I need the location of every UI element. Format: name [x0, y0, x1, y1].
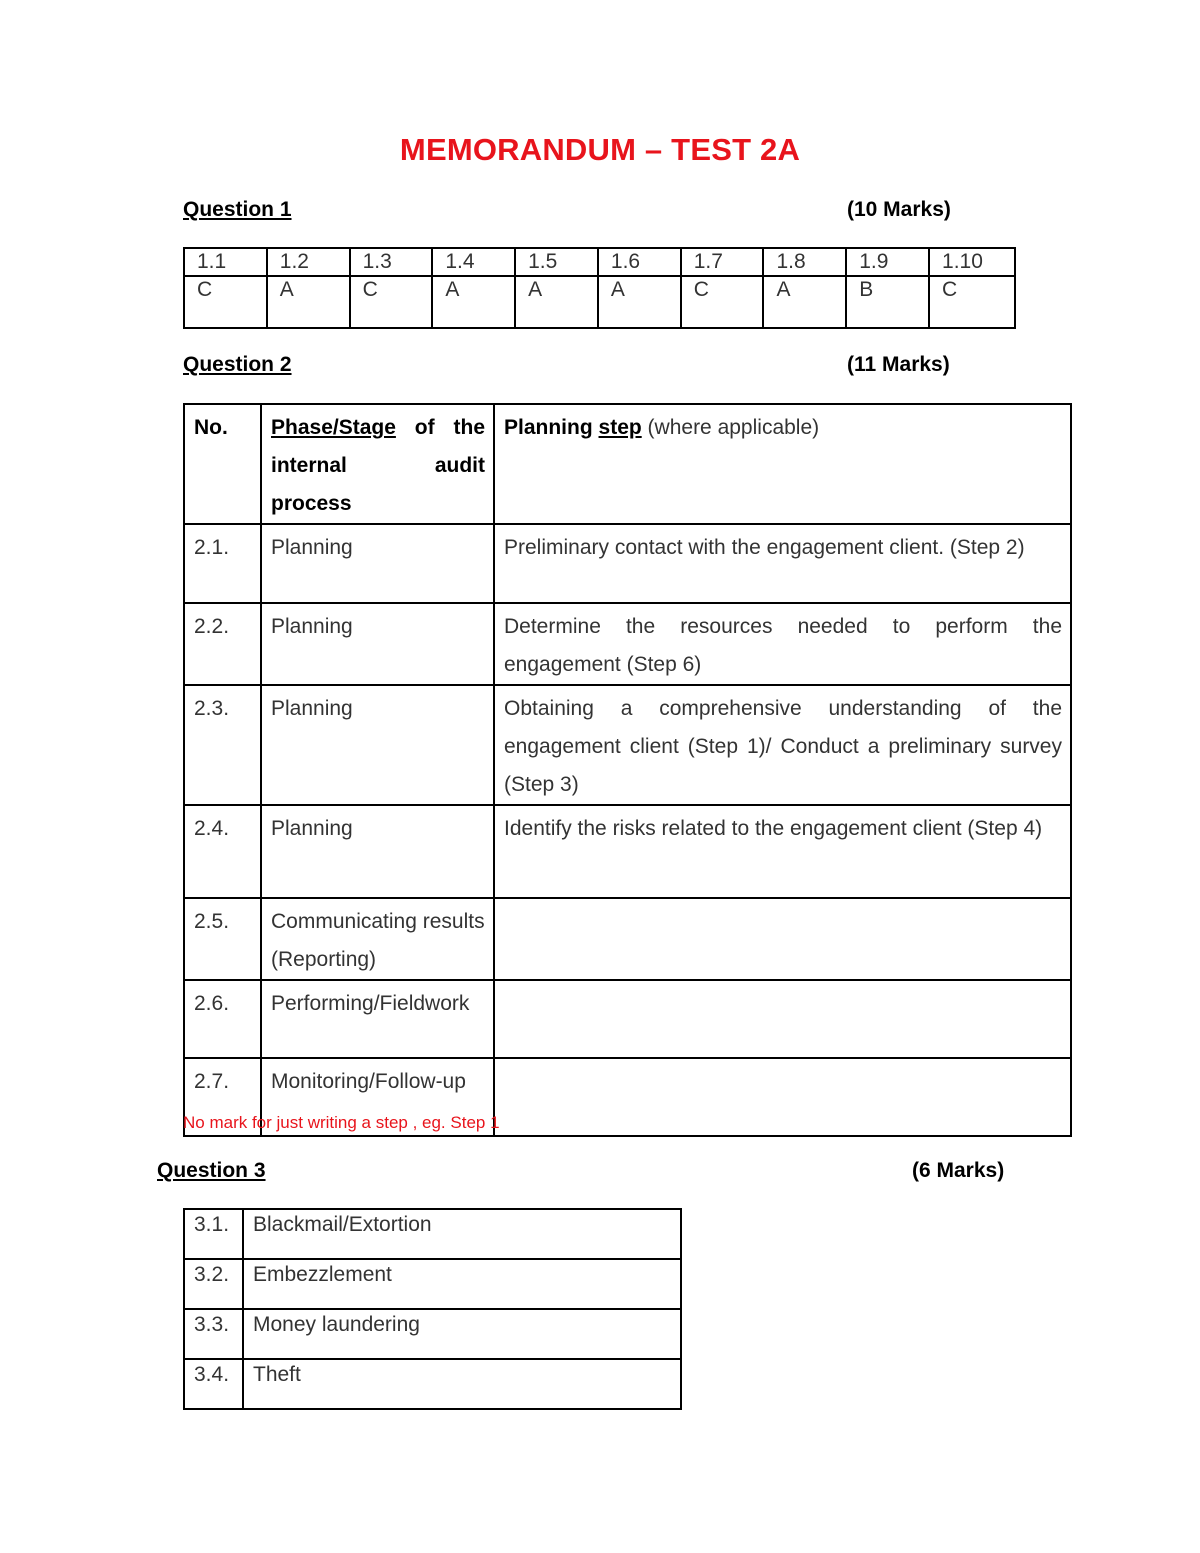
- table-row: [184, 980, 1071, 1058]
- answer-cell: C: [681, 276, 764, 328]
- table-row: [184, 524, 1071, 603]
- header-phase-rest: of the internal audit process: [271, 416, 485, 515]
- row-planning-step: [494, 980, 1071, 1058]
- row-phase: Monitoring/Follow-up: [261, 1058, 494, 1136]
- question-number-cell: 1.8: [763, 248, 846, 276]
- row-phase: Planning: [261, 805, 494, 898]
- answer-cell: A: [515, 276, 598, 328]
- question-1-answer-table: [183, 247, 1016, 329]
- row-number: 3.2.: [184, 1259, 243, 1309]
- row-phase: Planning: [261, 685, 494, 805]
- question-3-heading: [157, 1159, 1005, 1183]
- row-number: 2.4.: [184, 805, 261, 898]
- question-3-marks: (6 Marks): [912, 1159, 1005, 1182]
- question-number-cell: 1.2: [267, 248, 350, 276]
- row-number: 2.7.: [184, 1058, 261, 1136]
- header-phase-underlined: Phase/Stage: [271, 416, 396, 439]
- row-planning-step: Preliminary contact with the engagement client. (Step 2): [494, 524, 1071, 603]
- row-number: 2.3.: [184, 685, 261, 805]
- row-number: 2.6.: [184, 980, 261, 1058]
- answer-cell: A: [763, 276, 846, 328]
- table-row: [184, 1359, 681, 1409]
- row-planning-step: [494, 1058, 1071, 1136]
- question-number-cell: 1.7: [681, 248, 764, 276]
- table-row: [184, 1309, 681, 1359]
- question-number-cell: 1.6: [598, 248, 681, 276]
- question-number-cell: 1.1: [184, 248, 267, 276]
- row-phase: Performing/Fieldwork: [261, 980, 494, 1058]
- row-number: 2.2.: [184, 603, 261, 685]
- answers-row: [184, 276, 1015, 328]
- table-row: [184, 1259, 681, 1309]
- answer-cell: C: [184, 276, 267, 328]
- question-3-table: [183, 1208, 682, 1410]
- answer-cell: A: [267, 276, 350, 328]
- row-number: 3.4.: [184, 1359, 243, 1409]
- question-number-cell: 1.10: [929, 248, 1015, 276]
- row-phase: Planning: [261, 603, 494, 685]
- row-number: 2.5.: [184, 898, 261, 980]
- row-number: 2.1.: [184, 524, 261, 603]
- table-row: [184, 1209, 681, 1259]
- question-number-cell: 1.3: [350, 248, 433, 276]
- marking-note: No mark for just writing a step , eg. Step 1: [183, 1113, 500, 1132]
- answer-cell: A: [432, 276, 515, 328]
- question-3-label: Question 3: [157, 1159, 266, 1182]
- header-planning-step: [494, 404, 1071, 524]
- row-planning-step: Obtaining a comprehensive understanding of the engagement client (Step 1)/ Conduct a preliminary survey (Step 3): [494, 685, 1071, 805]
- table-row: [184, 603, 1071, 685]
- document-title: MEMORANDUM – TEST 2A: [399, 132, 801, 167]
- table-header-row: [184, 404, 1071, 524]
- question-1-heading: [183, 198, 951, 222]
- row-number: 3.3.: [184, 1309, 243, 1359]
- header-no: No.: [184, 404, 261, 524]
- answer-cell: B: [846, 276, 929, 328]
- table-row: [184, 685, 1071, 805]
- header-step-rest: (where applicable): [647, 416, 820, 439]
- question-2-heading: [183, 353, 950, 377]
- question-1-marks: (10 Marks): [847, 198, 951, 221]
- answer-cell: C: [929, 276, 1015, 328]
- row-phase: Communicating results (Reporting): [261, 898, 494, 980]
- row-answer: Embezzlement: [243, 1259, 681, 1309]
- answer-cell: C: [350, 276, 433, 328]
- row-planning-step: Determine the resources needed to perform the engagement (Step 6): [494, 603, 1071, 685]
- question-2-label: Question 2: [183, 353, 292, 376]
- row-answer: Money laundering: [243, 1309, 681, 1359]
- question-2-marks: (11 Marks): [847, 353, 950, 376]
- row-answer: Theft: [243, 1359, 681, 1409]
- table-row: [184, 898, 1071, 980]
- row-answer: Blackmail/Extortion: [243, 1209, 681, 1259]
- question-2-table: [183, 403, 1072, 1137]
- question-number-cell: 1.5: [515, 248, 598, 276]
- header-phase: [261, 404, 494, 524]
- header-step-underlined: step: [598, 416, 642, 439]
- header-step-bold: Planning: [504, 416, 593, 439]
- question-number-cell: 1.4: [432, 248, 515, 276]
- row-phase: Planning: [261, 524, 494, 603]
- question-1-label: Question 1: [183, 198, 292, 221]
- question-number-cell: 1.9: [846, 248, 929, 276]
- question-numbers-row: [184, 248, 1015, 276]
- answer-cell: A: [598, 276, 681, 328]
- row-number: 3.1.: [184, 1209, 243, 1259]
- row-planning-step: [494, 898, 1071, 980]
- table-row: [184, 805, 1071, 898]
- row-planning-step: Identify the risks related to the engagement client (Step 4): [494, 805, 1071, 898]
